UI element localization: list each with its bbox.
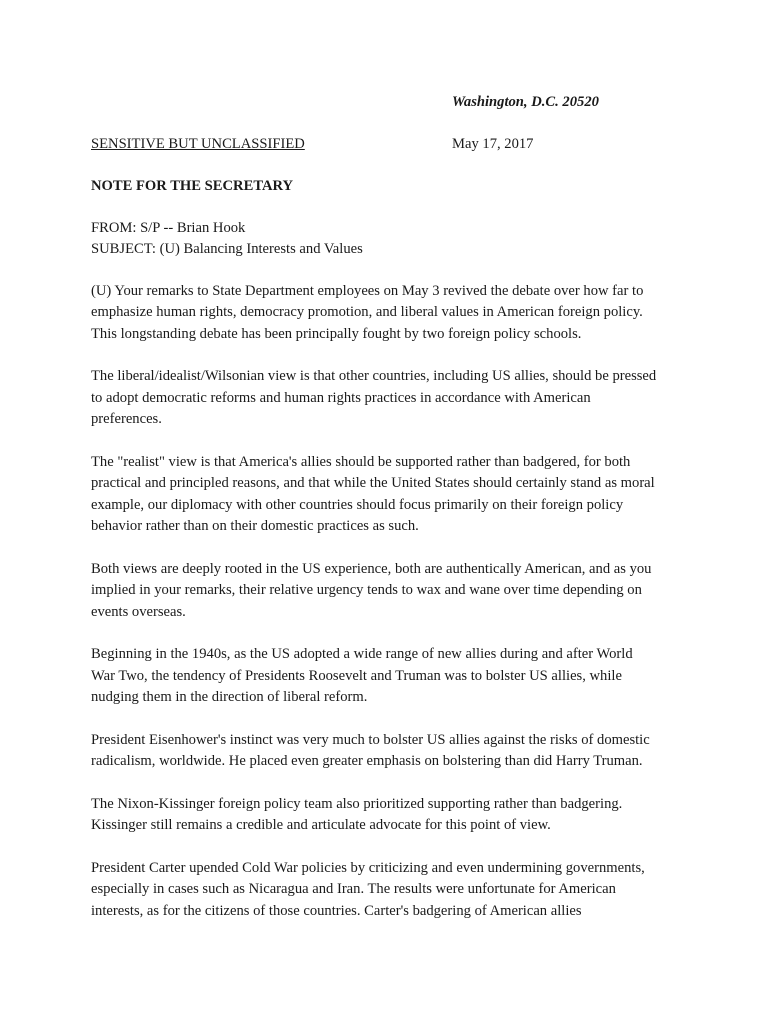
memo-paragraph [91,281,691,346]
paragraph-line: President Carter upended Cold War policies by criticizing and even undermining governments, [91,859,645,876]
paragraph-line: practical and principled reasons, and that while the United States should certainly stand as moral [91,475,655,491]
paragraph-line: This longstanding debate has been principally fought by two foreign policy schools. [91,325,582,342]
classification-line [91,134,691,156]
paragraph-line: Kissinger still remains a credible and articulate advocate for this point of view. [91,817,551,833]
location: Washington, D.C. 20520 [452,94,599,110]
paragraph-line: behavior rather than on their domestic practices as such. [91,518,419,534]
classification-marking: SENSITIVE BUT UNCLASSIFIED [91,136,305,152]
location-line [91,92,691,114]
memo-title: NOTE FOR THE SECRETARY [91,178,294,194]
memo-paragraph [91,794,691,837]
memo-paragraph [91,452,691,538]
paragraph-line: Beginning in the 1940s, as the US adopted a wide range of new allies during and after World [91,646,633,662]
paragraph-line: President Eisenhower's instinct was very much to bolster US allies against the risks of domestic [91,731,650,748]
paragraph-line: emphasize human rights, democracy promotion, and liberal values in American foreign policy. [91,304,643,320]
memo-paragraph [91,858,691,923]
paragraph-line: radicalism, worldwide. He placed even greater emphasis on bolstering than did Harry Truman. [91,753,643,769]
paragraph-line: nudging them in the direction of liberal reform. [91,689,368,705]
memo-paragraph [91,644,691,709]
paragraph-line: The "realist" view is that America's allies should be supported rather than badgered, for both [91,453,631,470]
memo-date: May 17, 2017 [452,136,534,152]
paragraph-line: especially in cases such as Nicaragua and Iran. The results were unfortunate for American [91,881,616,897]
paragraph-line: Both views are deeply rooted in the US experience, both are authentically American, and as you [91,560,652,577]
paragraph-line: (U) Your remarks to State Department employees on May 3 revived the debate over how far to [91,282,644,299]
paragraph-line: War Two, the tendency of Presidents Roosevelt and Truman was to bolster US allies, while [91,667,622,684]
memo-paragraph [91,366,691,431]
memo-paragraph [91,559,691,624]
memo-body [91,92,691,943]
paragraph-line: events overseas. [91,603,186,620]
paragraph-line: The liberal/idealist/Wilsonian view is that other countries, including US allies, should be pressed [91,368,657,384]
memo-subject: SUBJECT: (U) Balancing Interests and Values [91,241,363,257]
paragraph-line: The Nixon-Kissinger foreign policy team also prioritized supporting rather than badgering. [91,795,623,812]
paragraph-line: to adopt democratic reforms and human rights practices in accordance with American [91,389,591,406]
paragraph-line: interests, as for the citizens of those countries. Carter's badgering of American allies [91,902,582,919]
memo-paragraph [91,730,691,773]
memo-from: FROM: S/P -- Brian Hook [91,219,246,236]
memo-meta [91,218,691,261]
paragraph-line: example, our diplomacy with other countries should focus primarily on their foreign policy [91,496,624,513]
paragraph-line: preferences. [91,411,162,427]
paragraph-line: implied in your remarks, their relative urgency tends to wax and wane over time depending on [91,582,642,598]
memo-paragraphs [91,281,691,923]
